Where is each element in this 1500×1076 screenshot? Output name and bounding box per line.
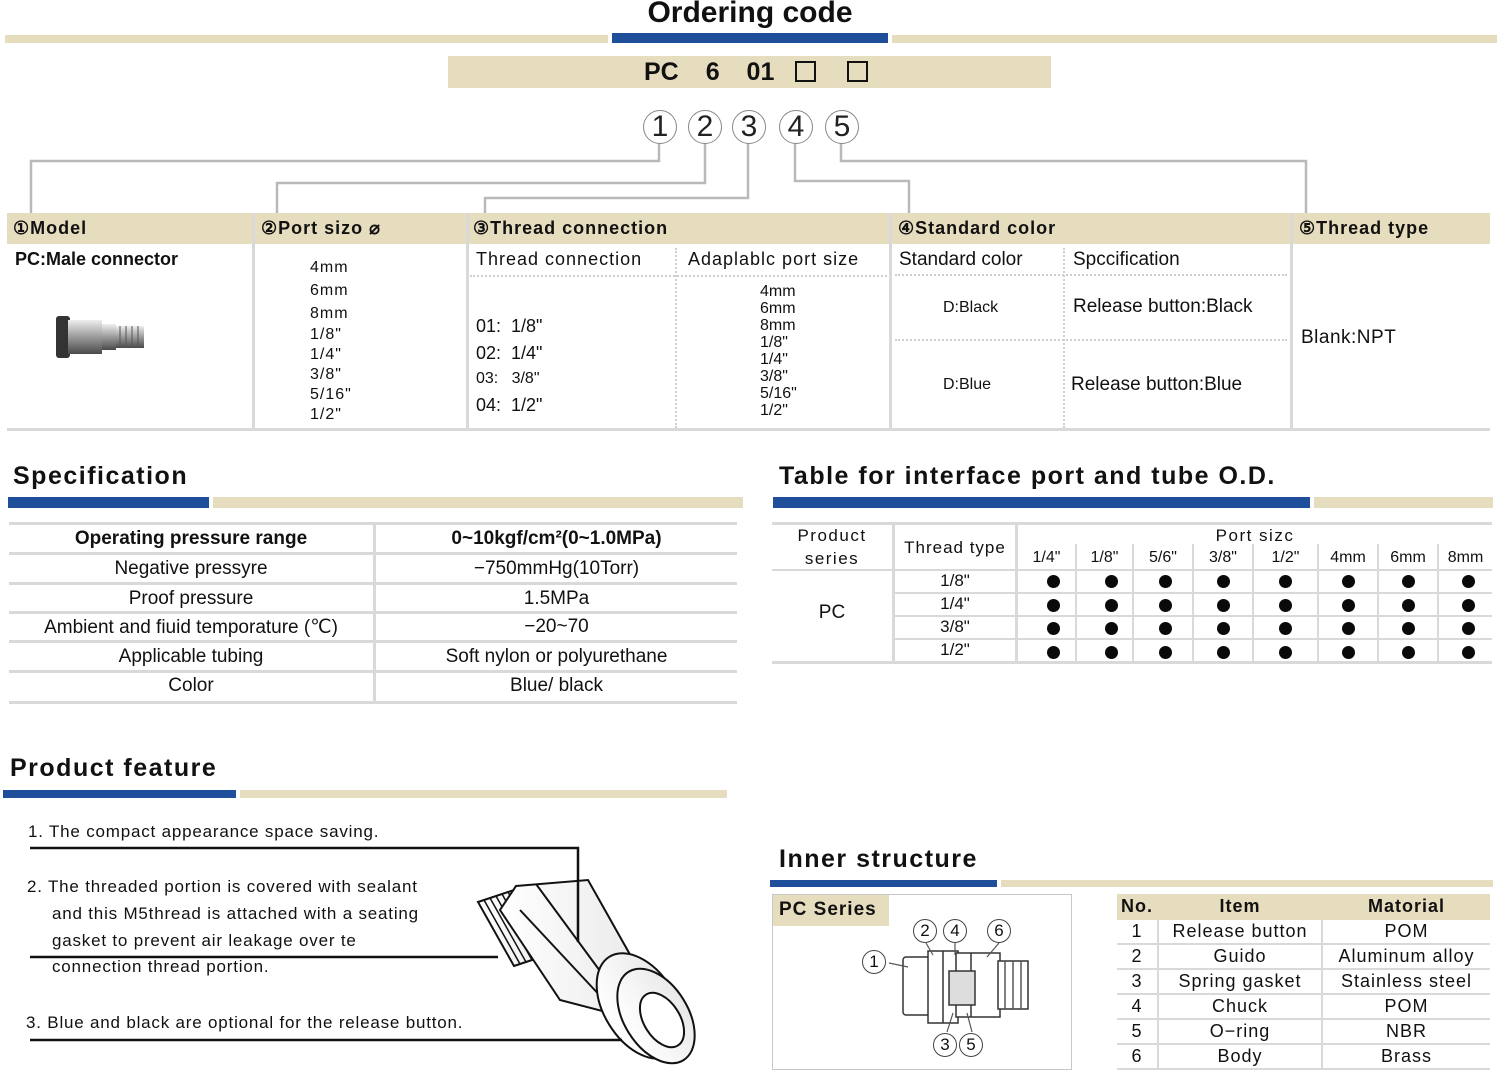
spec-sub-header: Spccification (1073, 249, 1180, 270)
port-size-item: 3/8" (310, 366, 342, 383)
availability-dot (1159, 599, 1172, 612)
adapt-size-item: 4mm (760, 283, 796, 300)
thread-row-label: 1/2" (940, 640, 970, 659)
callout-5: 5 (959, 1033, 983, 1057)
feature-accent (3, 790, 236, 798)
availability-dot (1217, 599, 1230, 612)
spec-value: Soft nylon or polyurethane (445, 646, 668, 667)
callout-6: 6 (987, 919, 1011, 943)
material-cell-item: Spring gasket (1178, 971, 1302, 991)
availability-dot (1279, 622, 1292, 635)
mat-head-no: No. (1121, 896, 1153, 916)
thread-code-item: 04: 1/2" (476, 395, 543, 415)
ordering-header-band (7, 213, 1490, 244)
adapt-size-item: 1/2" (760, 402, 788, 419)
thread-row-label: 3/8" (940, 617, 970, 636)
ordering-section (0, 0, 1500, 440)
port-col-header: 5/6" (1149, 549, 1177, 566)
availability-dot (1279, 646, 1292, 659)
adapt-size-item: 6mm (760, 300, 796, 317)
material-table (1117, 894, 1490, 1070)
adapt-size-item: 8mm (760, 317, 796, 334)
material-cell-item: Release button (1172, 921, 1308, 941)
port-col-header: 1/4" (1032, 549, 1061, 566)
availability-dot (1402, 622, 1415, 635)
feature-item: connection thread portion. (52, 957, 270, 976)
material-cell-material: Stainless steel (1340, 971, 1473, 991)
callout-3: 3 (933, 1033, 957, 1057)
port-size-item: 1/4" (310, 346, 342, 363)
callout-2: 2 (913, 919, 937, 943)
position-circle-2: 2 (688, 110, 722, 144)
availability-dot (1462, 575, 1475, 588)
thread-code-item: 03: 3/8" (476, 370, 540, 387)
material-cell-item: Guido (1213, 946, 1267, 966)
availability-dot (1105, 599, 1118, 612)
material-cell-no: 2 (1131, 946, 1143, 966)
availability-dot (1217, 646, 1230, 659)
interface-title: Table for interface port and tube O.D. (779, 462, 1276, 490)
col-thread-header: ③Thread connection (473, 218, 669, 238)
availability-dot (1105, 622, 1118, 635)
thread-row-label: 1/4" (940, 594, 970, 613)
thread-type-header: Thread type (904, 538, 1006, 557)
spec-black: Release button:Black (1073, 296, 1253, 317)
spec-value: −20~70 (524, 616, 589, 637)
mat-head-item: Item (1219, 896, 1261, 916)
availability-dot (1279, 599, 1292, 612)
feature-item: 2. The threaded portion is covered with sealant (27, 877, 418, 896)
availability-dot (1047, 646, 1060, 659)
port-size-item: 8mm (310, 305, 349, 322)
availability-dot (1342, 646, 1355, 659)
port-col-header: 8mm (1447, 549, 1484, 566)
availability-dot (1402, 646, 1415, 659)
spec-blue: Release button:Blue (1071, 374, 1243, 395)
availability-dot (1279, 575, 1292, 588)
spec-title: Specification (13, 462, 189, 490)
col-port-header: ②Port sizo ⌀ (261, 218, 381, 238)
spec-label: Operating pressure range (74, 528, 308, 549)
port-size-item: 1/8" (310, 326, 342, 343)
availability-dot (1217, 622, 1230, 635)
interface-band (1314, 497, 1493, 508)
position-circle-3: 3 (732, 110, 766, 144)
position-circle-5: 5 (825, 110, 859, 144)
port-size-item: 6mm (310, 282, 349, 299)
spec-value: Blue/ black (510, 675, 603, 696)
availability-dot (1342, 599, 1355, 612)
availability-dot (1462, 646, 1475, 659)
spec-label: Proof pressure (128, 588, 254, 609)
male-connector-image (50, 308, 150, 366)
availability-dot (1159, 622, 1172, 635)
position-circle-4: 4 (779, 110, 813, 144)
thread-code-item: 01: 1/8" (476, 316, 543, 336)
port-col-header: 1/8" (1090, 549, 1119, 566)
port-size-item: 5/16" (310, 386, 352, 403)
position-circle-1: 1 (643, 110, 677, 144)
availability-dot (1402, 575, 1415, 588)
adapt-size-item: 1/4" (760, 351, 788, 368)
feature-item: 1. The compact appearance space saving. (28, 822, 380, 841)
color-black: D:Black (943, 299, 999, 316)
spec-accent (8, 497, 209, 508)
thread-sub-header: Thread connection (476, 249, 643, 269)
availability-dot (1342, 575, 1355, 588)
availability-dot (1342, 622, 1355, 635)
availability-dot (1217, 575, 1230, 588)
availability-dot (1159, 575, 1172, 588)
thread-code-item: 02: 1/4" (476, 343, 543, 363)
availability-dot (1105, 575, 1118, 588)
port-col-header: 1/2" (1271, 549, 1300, 566)
ordering-title: Ordering code (647, 0, 853, 29)
material-cell-no: 1 (1131, 921, 1143, 941)
adapt-sub-header: Adaplablc port size (688, 249, 860, 269)
interface-table (772, 522, 1492, 664)
material-cell-item: O−ring (1209, 1021, 1271, 1041)
adapt-size-list (760, 283, 797, 419)
callout-1: 1 (862, 950, 886, 974)
feature-item: gasket to prevent air leakage over te (52, 931, 357, 950)
availability-dot (1047, 599, 1060, 612)
feature-item: and this M5thread is attached with a seating (52, 904, 419, 923)
col-model-header: ①Model (13, 218, 88, 238)
thread-row-label: 1/8" (940, 571, 970, 590)
interface-accent (773, 497, 1310, 508)
port-size-item: 4mm (310, 259, 349, 276)
material-cell-material: Aluminum alloy (1338, 946, 1475, 966)
material-cell-material: NBR (1385, 1021, 1427, 1041)
spec-label: Color (168, 675, 214, 696)
col-threadtype-header: ⑤Thread type (1299, 218, 1430, 238)
material-cell-no: 6 (1131, 1046, 1143, 1066)
material-cell-material: Brass (1380, 1046, 1432, 1066)
port-col-header: 6mm (1390, 549, 1426, 566)
col-color-header: ④Standard color (898, 218, 1057, 238)
spec-label: Negative pressyre (114, 558, 268, 579)
series-header-1: Product (797, 526, 867, 545)
thread-code-list (476, 316, 542, 422)
mat-head-material: Matorial (1367, 896, 1445, 916)
availability-dot (1159, 646, 1172, 659)
material-cell-material: POM (1384, 921, 1429, 941)
port-col-header: 3/8" (1209, 549, 1237, 566)
port-col-header: 4mm (1330, 549, 1366, 566)
availability-dot (1462, 622, 1475, 635)
thread-type-value: Blank:NPT (1301, 327, 1397, 348)
material-cell-no: 5 (1131, 1021, 1143, 1041)
color-sub-header: Standard color (899, 249, 1023, 270)
material-cell-no: 3 (1131, 971, 1143, 991)
availability-dot (1105, 646, 1118, 659)
code-size: 6 (705, 58, 720, 86)
code-model: PC (644, 58, 679, 86)
material-cell-no: 4 (1131, 996, 1143, 1016)
spec-label: Ambient and fiuid temporature (℃) (44, 617, 338, 638)
availability-dot (1047, 622, 1060, 635)
availability-dot (1402, 599, 1415, 612)
color-blue: D:Blue (943, 376, 992, 393)
availability-dot (1462, 599, 1475, 612)
spec-label: Applicable tubing (118, 646, 264, 667)
series-value: PC (818, 602, 846, 623)
callout-4: 4 (943, 919, 967, 943)
spec-value: −750mmHg(10Torr) (473, 558, 640, 579)
inner-band (1001, 880, 1493, 887)
availability-dot (1047, 575, 1060, 588)
port-size-header: Port sizc (1215, 526, 1295, 545)
material-cell-material: POM (1384, 996, 1429, 1016)
inner-diagram-box (772, 894, 1072, 1070)
feature-item: 3. Blue and black are optional for the release button. (26, 1013, 464, 1032)
spec-band (213, 497, 743, 508)
inner-title: Inner structure (779, 845, 978, 873)
port-size-list (310, 258, 352, 426)
feature-band (240, 790, 727, 798)
adapt-size-item: 1/8" (760, 334, 788, 351)
material-cell-item: Chuck (1211, 996, 1269, 1016)
spec-table (9, 522, 737, 704)
model-text: PC:Male connector (15, 249, 179, 269)
feature-title: Product feature (10, 754, 218, 782)
spec-value: 1.5MPa (523, 588, 590, 609)
adapt-size-item: 5/16" (760, 385, 797, 402)
series-header-2: series (804, 549, 860, 568)
availability-dots (772, 522, 1492, 664)
series-label: PC Series (779, 899, 877, 920)
inner-accent (770, 880, 997, 887)
code-thread: 01 (746, 58, 775, 86)
spec-value: 0~10kgf/cm²(0~1.0MPa) (451, 528, 662, 549)
adapt-size-item: 3/8" (760, 368, 788, 385)
port-size-item: 1/2" (310, 406, 342, 423)
material-cell-item: Body (1217, 1046, 1263, 1066)
